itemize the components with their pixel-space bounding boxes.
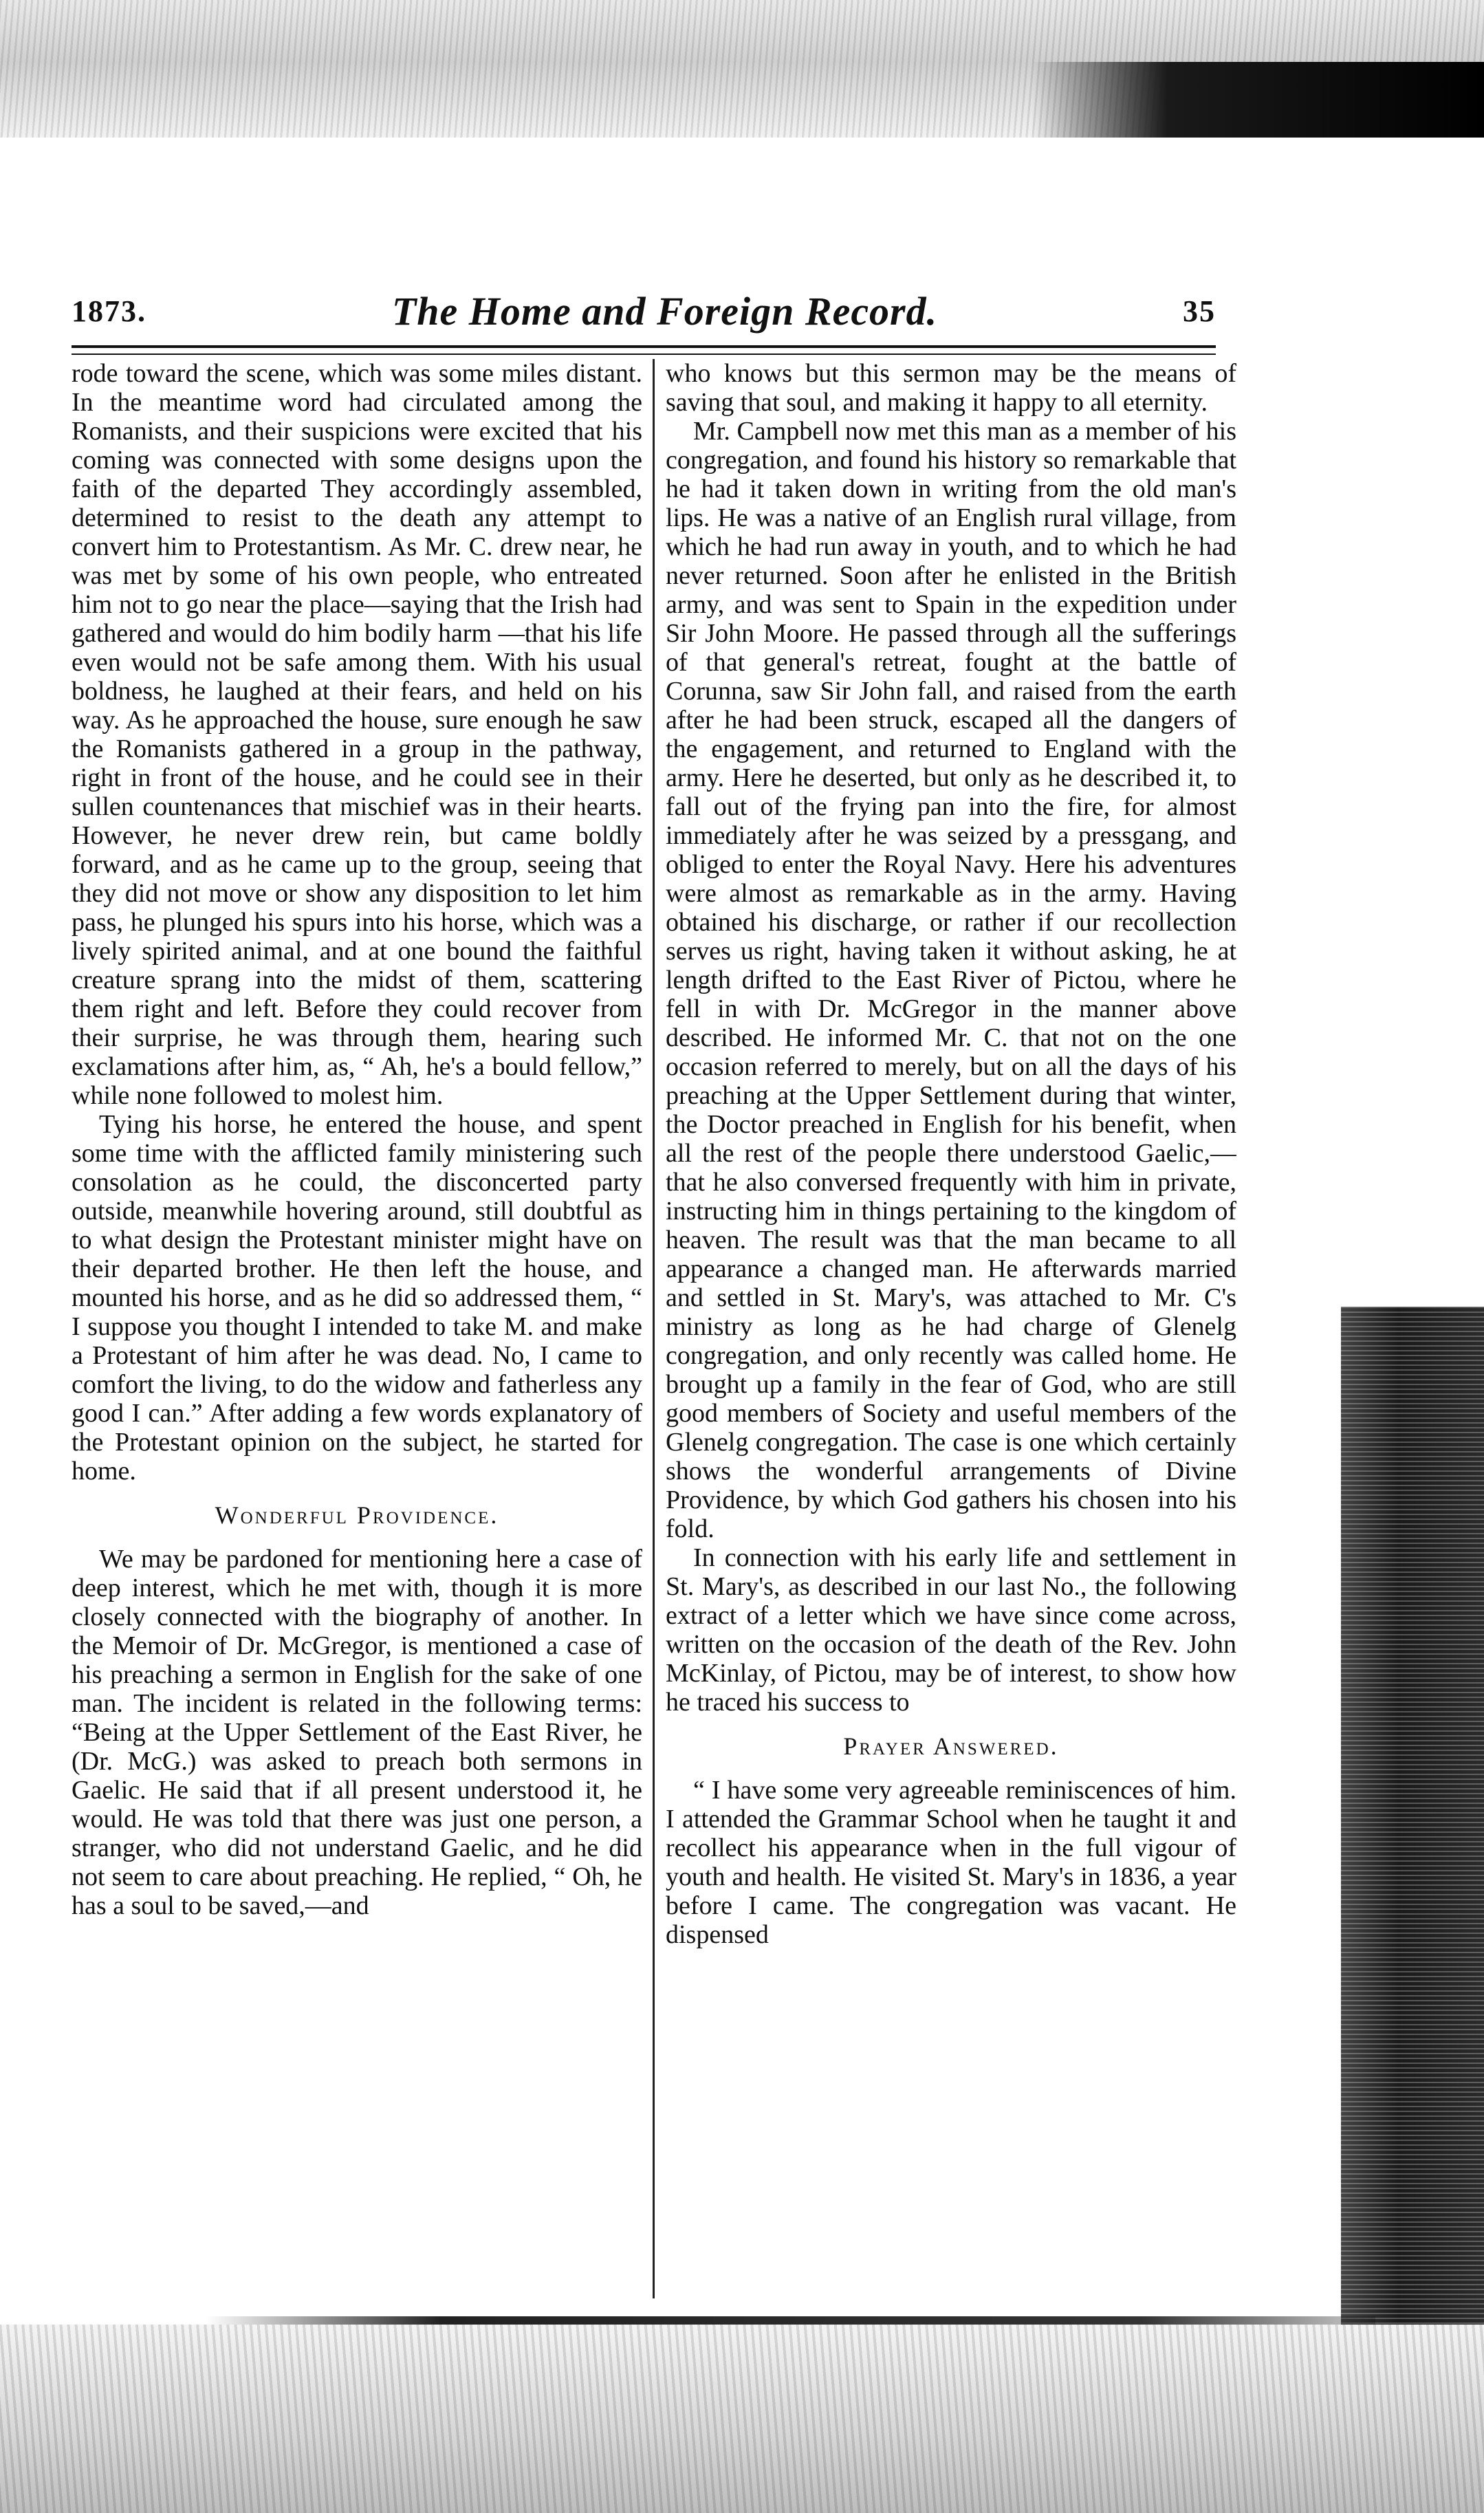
left-column — [72, 359, 642, 2312]
left-paragraph-2: Tying his horse, he entered the house, and spent some time with the afflicted family ministering such consolation as he could, the disconcerted party outside, meanwhile hovering around, still doubtful as to what design the Protestant minister might have on their departed brother. He then left the house, and mounted his horse, and as he did so addressed them, “ I suppose you thought I intended to take M. and make a Protestant of him after he was dead. No, I came to comfort the living, to do the widow and fatherless any good I can.” After adding a few words explanatory of the Protestant opinion on the subject, he started for home. — [72, 1110, 642, 1486]
scan-shadow-top — [1032, 62, 1484, 138]
header-year: 1873. — [72, 294, 146, 328]
page-number: 35 — [1183, 294, 1216, 328]
right-paragraph-2: Mr. Campbell now met this man as a member of his congregation, and found his history so remarkable that he had it taken down in writing from the old man's lips. He was a native of an English rural village, from which he had run away in youth, and to which he had never returned. Soon after he enlisted in the British army, and was sent to Spain in the expedition under Sir John Moore. He passed through all the sufferings of that general's retreat, fought at the battle of Corunna, saw Sir John fall, and raised from the earth after he had been struck, escaped all the dangers of the engagement, and returned to England with the army. Here he deserted, but only as he described it, to fall out of the frying pan into the fire, for almost immediately after he was seized by a pressgang, and obliged to enter the Royal Navy. Here his adventures were almost as remarkable as in the army. Having obtained his discharge, or rather if our recollection serves us right, having taken it without asking, he at length drifted to the East River of Pictou, where he fell in with Dr. McGregor in the manner above described. He informed Mr. C. that not on the one occasion referred to merely, but on all the days of his preaching at the Upper Settlement during that winter, the Doctor preached in English for his benefit, when all the rest of the people there understood Gaelic,—that he also conversed frequently with him in private, instructing him in things pertaining to the kingdom of heaven. The result was that the man became to all appearance a changed man. He afterwards married and settled in St. Mary's, was attached to Mr. C's ministry as long as he had charge of Glenelg congregation, and only recently was called home. He brought up a family in the fear of God, who are still good members of Society and useful members of the Glenelg congregation. The case is one which certainly shows the wonderful arrangements of Divine Providence, by which God gathers his chosen into his fold. — [666, 417, 1236, 1543]
right-paragraph-1: who knows but this sermon may be the means of saving that soul, and making it happy to all eternity. — [666, 359, 1236, 417]
right-paragraph-4: “ I have some very agreeable reminiscences of him. I attended the Grammar School when he taught it and recollect his appearance when in the full vigour of youth and health. He visited St. Mary's in 1836, a year before I came. The congregation was vacant. He dispensed — [666, 1776, 1236, 1949]
column-divider — [653, 359, 655, 2298]
running-header — [72, 279, 1216, 344]
left-paragraph-1: rode toward the scene, which was some miles distant. In the meantime word had circulated among the Romanists, and their suspicions were excited that his coming was connected with some designs upon the faith of the departed They accordingly assembled, determined to resist to the death any attempt to convert him to Protestantism. As Mr. C. drew near, he was met by some of his own people, who entreated him not to go near the place—saying that the Irish had gathered and would do him bodily harm —that his life even would not be safe among them. With his usual boldness, he laughed at their fears, and held on his way. As he approached the house, sure enough he saw the Romanists gathered in a group in the pathway, right in front of the house, and he could see in their sullen countenances that mischief was in their hearts. However, he never drew rein, but came boldly forward, and as he came up to the group, seeing that they did not move or show any disposition to let him pass, he plunged his spurs into his horse, which was a lively spirited animal, and at one bound the faithful creature sprang into the midst of them, scattering them right and left. Before they could recover from their surprise, he was through them, hearing such exclamations after him, as, “ Ah, he's a bould fellow,” while none followed to molest him. — [72, 359, 642, 1110]
journal-title: The Home and Foreign Record. — [391, 289, 938, 334]
scan-border-right — [1341, 1307, 1484, 2338]
section-heading-wonderful-providence: Wonderful Providence. — [215, 1501, 499, 1529]
header-rule — [72, 345, 1216, 355]
section-heading-prayer-answered: Prayer Answered. — [843, 1732, 1059, 1760]
scan-border-bottom — [0, 2325, 1484, 2513]
right-column — [666, 359, 1236, 2312]
right-paragraph-3: In connection with his early life and settlement in St. Mary's, as described in our last No., the following extract of a letter which we have since come across, written on the occasion of the death of the Rev. John McKinlay, of Pictou, may be of interest, to show how he traced his success to — [666, 1543, 1236, 1717]
left-paragraph-3: We may be pardoned for mentioning here a case of deep interest, which he met with, though it is more closely connected with the biography of another. In the Memoir of Dr. McGregor, is mentioned a case of his preaching a sermon in English for the sake of one man. The incident is related in the following terms: “Being at the Upper Settlement of the East River, he (Dr. McG.) was asked to preach both sermons in Gaelic. He said that if all present understood it, he would. He was told that there was just one person, a stranger, who did not understand Gaelic, and he did not seem to care about preaching. He replied, “ Oh, he has a soul to be saved,—and — [72, 1545, 642, 1920]
